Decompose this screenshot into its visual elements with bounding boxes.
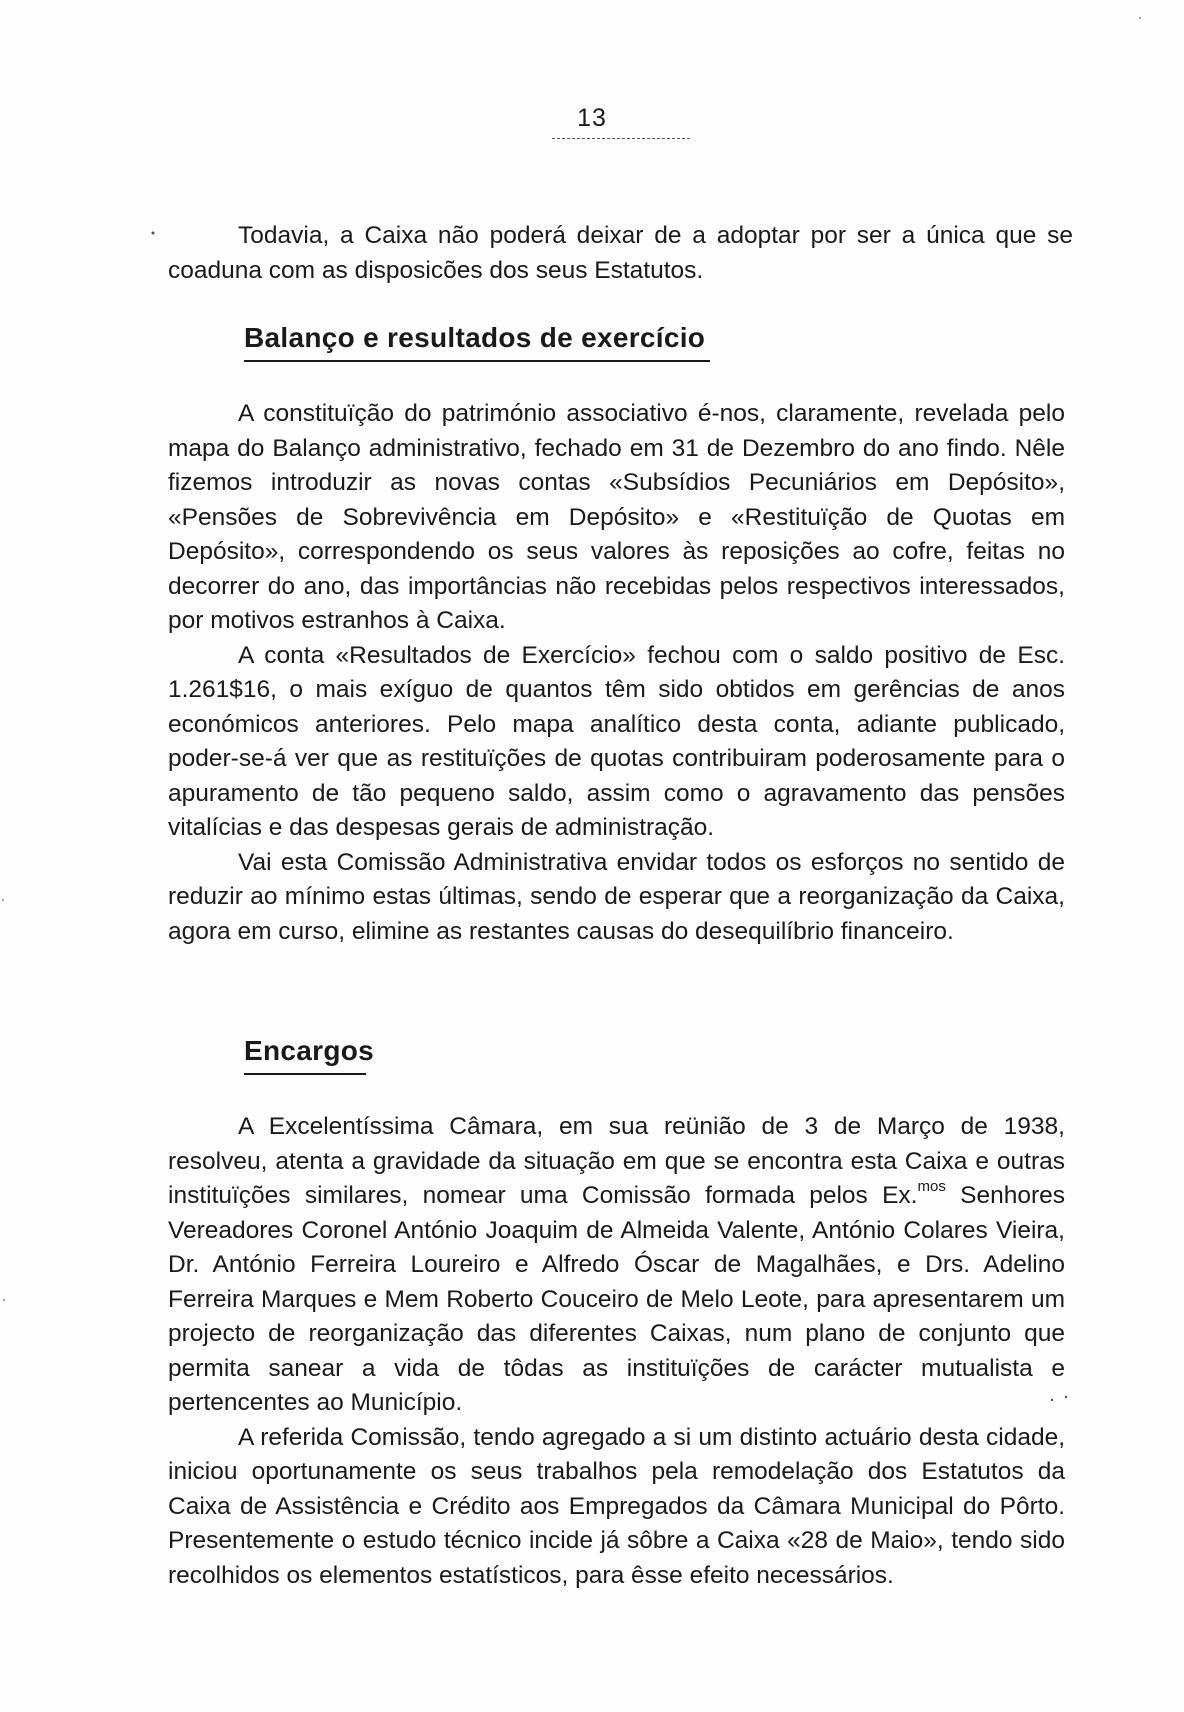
encargos-paragraph-2: A referida Comissão, tendo agregado a si um distinto actuário desta cidade, iniciou oportunamente os seus trabalhos pela remodelação dos Estatutos da Caixa de Assistência e Crédito aos Empregados da Câmara Municipal do Pôrto. Presentemente o estudo técnico incide já sôbre a Caixa «28 de Maio», tendo sido recolhidos os elementos estatísticos, para êsse efeito necessários. — [168, 1423, 1065, 1589]
scan-speck — [1139, 17, 1141, 19]
encargos-paragraph-1-b: Senhores Vereadores Coronel António Joaquim de Almeida Valente, António Colares Vieira, Dr. António Ferreira Loureiro e Alfredo Óscar de Magalhães, e Drs. Adelino Ferreira Marques e Mem Roberto Couceiro de Melo Leote, para apresentarem um projecto de reorganização das diferentes Caixas, num plano de conjunto que permita sanear a vida de tôdas as instituïções de carácter mutualista e pertencentes ao Município. — [168, 1182, 1065, 1416]
page-number: 13 — [577, 104, 607, 132]
balanco-paragraph-2: A conta «Resultados de Exercício» fechou com o saldo positivo de Esc. 1.261$16, o mais exíguo de quantos têm sido obtidos em gerências de anos económicos anteriores. Pelo mapa analítico desta conta, adiante publicado, poder-se-á ver que as restituïções de quotas contribuiram poderosamente para o apuramento de tão pequeno saldo, assim como o agravamento das pensões vitalícias e das despesas gerais de administração. — [168, 641, 1065, 841]
scan-speck — [3, 1299, 5, 1301]
encargos-paragraph-1-a: A Excelentíssima Câmara, em sua reünião de 3 de Março de 1938, resolveu, atenta a gravidade da situação em que se encontra esta Caixa e outras instituïções similares, nomear uma Comissão formada pelos Ex. — [168, 1113, 1065, 1209]
section-heading-encargos: Encargos — [244, 1035, 374, 1066]
section-heading-balanco: Balanço e resultados de exercício — [244, 322, 706, 353]
scan-speck — [1065, 1396, 1067, 1398]
balanco-paragraph-1: A constituïção do património associativo é-nos, claramente, revelada pelo mapa do Balanço administrativo, fechado em 31 de Dezembro do ano findo. Nêle fizemos introduzir as novas contas «Subsídios Pecuniários em Depósito», «Pensões de Sobrevivência em Depósito» e «Restituïção de Quotas em Depósito», correspondendo os seus valores às reposições ao cofre, feitas no decorrer do ano, das importâncias não recebidas pelos respectivos interessados, por motivos estranhos à Caixa. — [168, 400, 1065, 634]
intro-text: Todavia, a Caixa não poderá deixar de a adoptar por ser a única que se coaduna com as disposicões dos seus Estatutos. — [168, 222, 1073, 284]
superscript-mos: mos — [917, 1178, 946, 1195]
scan-speck — [152, 232, 155, 235]
scan-speck — [2, 899, 4, 901]
balanco-paragraph-3: Vai esta Comissão Administrativa envidar todos os esforços no sentido de reduzir ao mínimo estas últimas, sendo de esperar que a reorganização da Caixa, agora em curso, elimine as restantes causas do desequilíbrio financeiro. — [168, 848, 1065, 945]
scan-speck — [1051, 1399, 1053, 1401]
